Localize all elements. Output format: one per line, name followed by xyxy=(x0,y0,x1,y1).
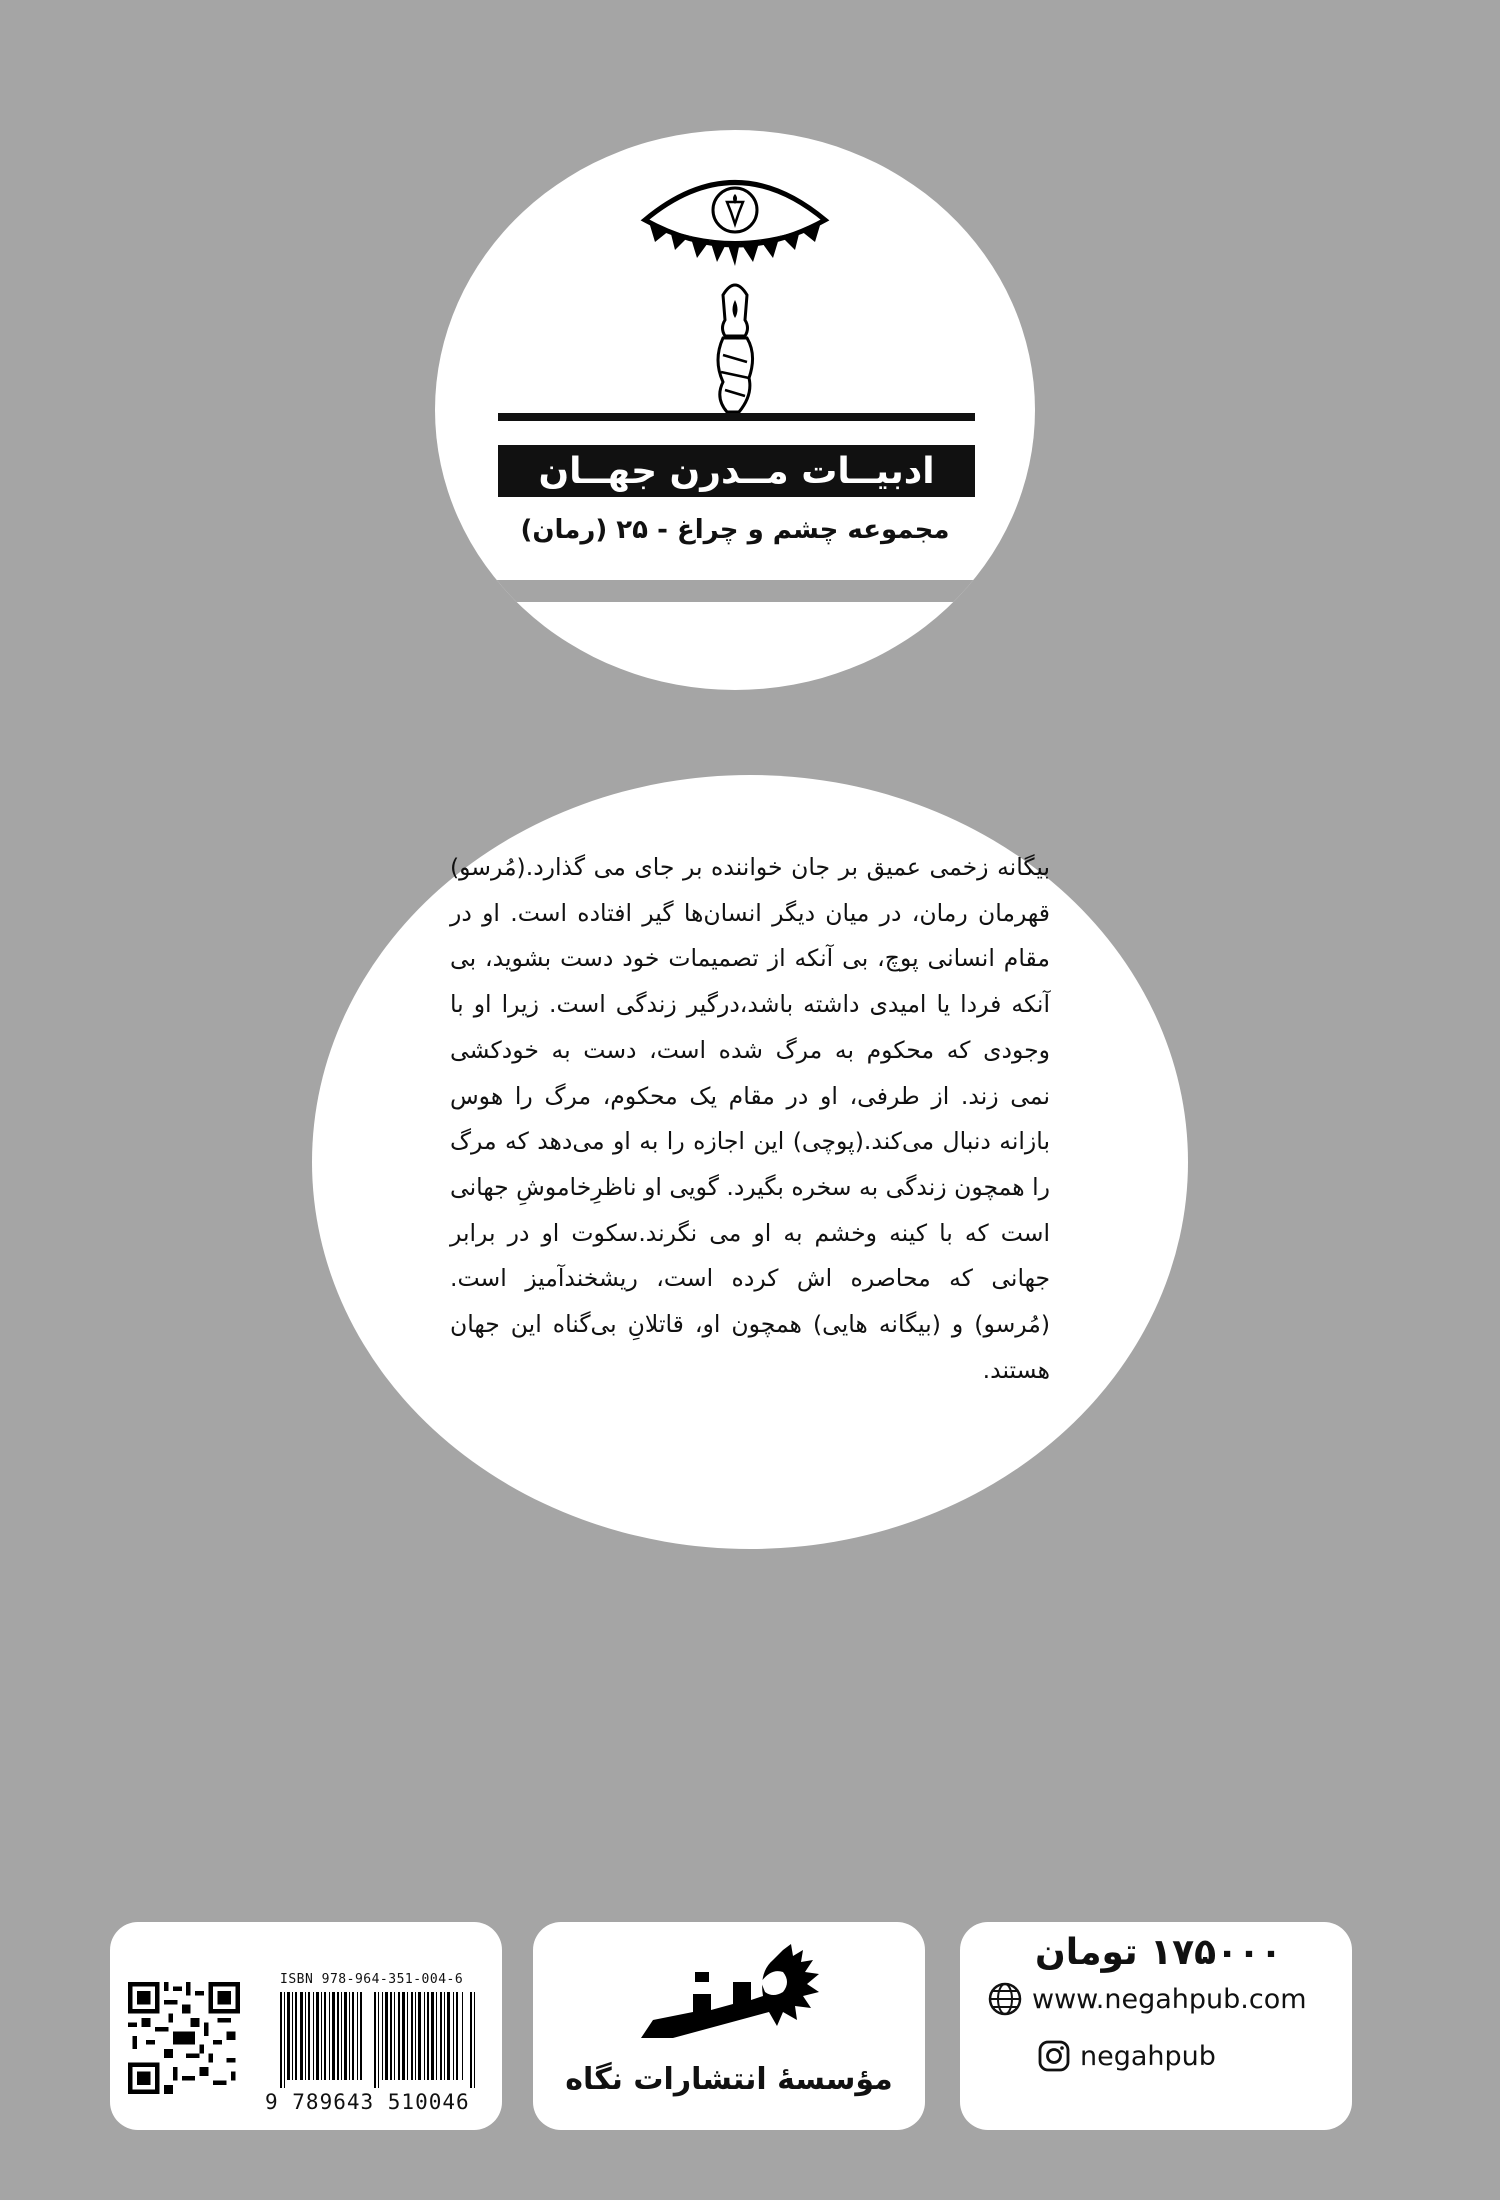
negah-logo-icon xyxy=(633,1942,833,2050)
info-card xyxy=(960,1922,1352,2130)
website-row[interactable] xyxy=(988,1982,1307,2016)
price-label: ۱۷۵۰۰۰ تومان xyxy=(1035,1932,1282,1973)
series-title: ادبیــات مــدرن جهــان xyxy=(498,445,975,497)
circle-gap-band xyxy=(435,580,1035,602)
blurb-text: بیگانه زخمی عمیق بر جان خواننده بر جای می گذارد.(مُرسو) قهرمان رمان، در میان دیگر انسان‌ها گیر افتاده است. او در مقام انسانی پوچ، بی آنکه از تصمیمات خود دست بشوید، بی آنکه فردا یا امیدی داشته باشد،درگیر زندگی است. زیرا او با وجودی که محکوم به مرگ شده است، دست به خودکشی نمی زند. از طرفی، او در مقام یک محکوم، مرگ را هوس بازانه دنبال می‌کند.(پوچی) این اجازه را به او می‌دهد که مرگ را همچون زندگی به سخره بگیرد. گویی او ناظرِخاموشِ جهانی است که با کینه وخشم به او می نگرند.سکوت او در برابر جهانی که محاصره اش کرده است، ریشخندآمیز است. (مُرسو) و (بیگانه هایی) همچون او، قاتلانِ بی‌گناه این جهان هستند. xyxy=(450,853,1050,1384)
globe-icon xyxy=(988,1982,1022,2016)
barcode-graphic xyxy=(278,1992,478,2088)
series-emblem-circle xyxy=(435,130,1035,690)
barcode-digits: 9 789643 510046 xyxy=(265,2090,470,2114)
eye-lamp-emblem xyxy=(635,150,835,430)
publisher-name: مؤسسهٔ انتشارات نگاه xyxy=(565,2062,893,2097)
instagram-row[interactable] xyxy=(1038,2040,1216,2072)
isbn-label: ISBN 978-964-351-004-6 xyxy=(280,1972,464,1987)
publisher-card xyxy=(533,1922,925,2130)
instagram-icon xyxy=(1038,2040,1070,2072)
instagram-handle[interactable]: negahpub xyxy=(1080,2040,1216,2072)
collection-subtitle: مجموعه چشم و چراغ - ۲۵ (رمان) xyxy=(520,515,950,545)
qr-code-icon xyxy=(128,1982,240,2094)
blurb-circle xyxy=(312,775,1188,1549)
barcode-card xyxy=(110,1922,502,2130)
divider-rule xyxy=(498,413,975,421)
website-link[interactable]: www.negahpub.com xyxy=(1032,1983,1307,2015)
